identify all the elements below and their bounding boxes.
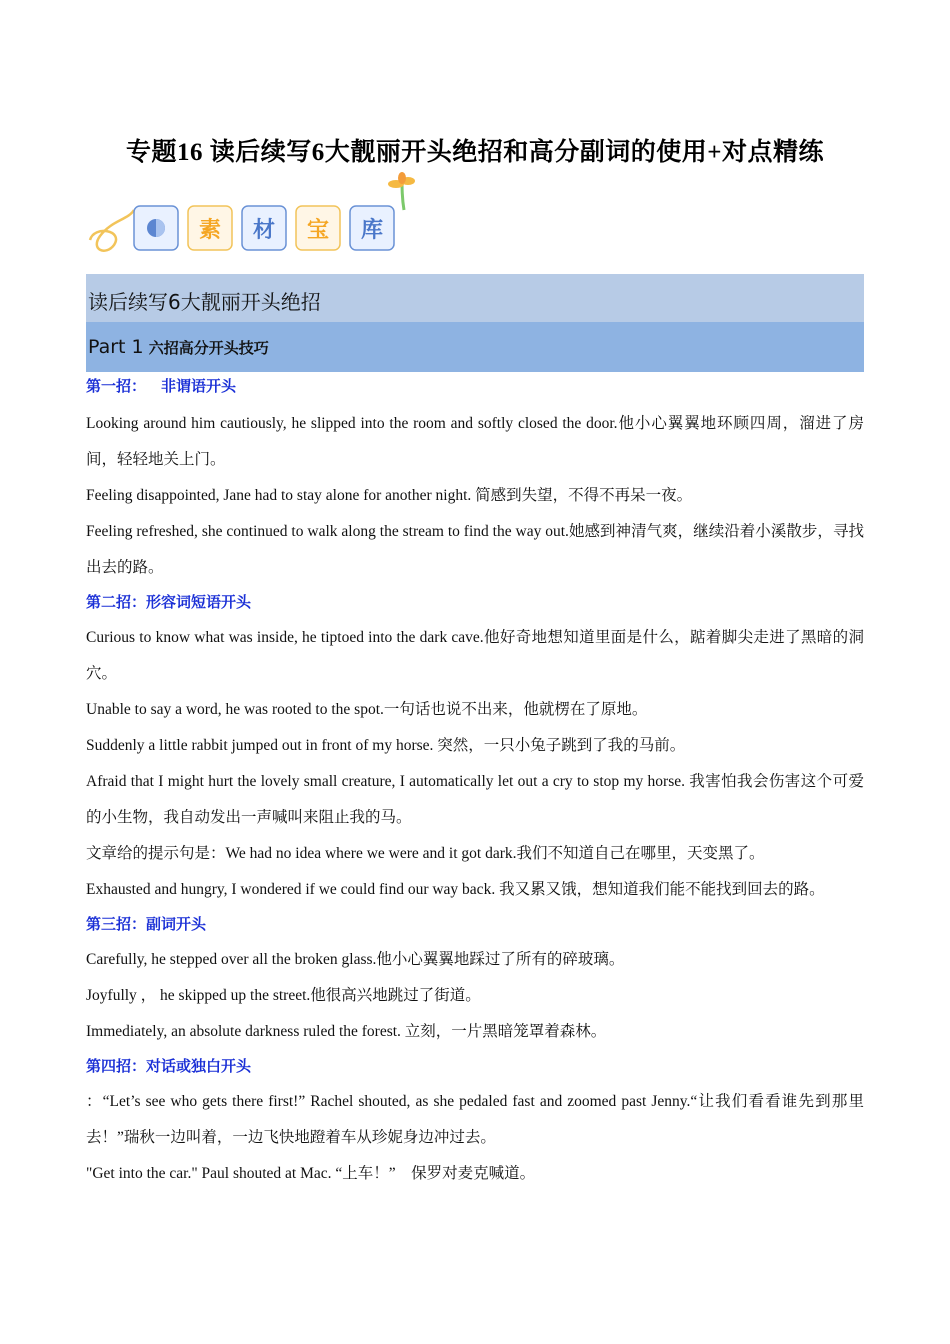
part-subtitle: 六招高分开头技巧 — [148, 339, 269, 357]
document-body — [86, 374, 864, 1192]
part-label: Part 1 — [88, 336, 144, 358]
subheading-2: 第二招：形容词短语开头 — [86, 595, 252, 611]
subheading-4: 第四招：对话或独白开头 — [86, 1059, 252, 1075]
sprout-icon — [388, 172, 415, 210]
material-library-banner — [84, 170, 424, 260]
example-paragraph: Immediately, an absolute darkness ruled the forest. 立刻，一片黑暗笼罩着森林。 — [86, 1023, 607, 1040]
example-paragraph: Joyfully ， he skipped up the street.他很高兴地跳过了街道。 — [86, 987, 481, 1004]
example-paragraph: Suddenly a little rabbit jumped out in front of my horse. 突然，一只小兔子跳到了我的马前。 — [86, 737, 686, 754]
banner-char: 材 — [252, 218, 276, 243]
example-paragraph: Carefully, he stepped over all the broken glass.他小心翼翼地踩过了所有的碎玻璃。 — [86, 951, 625, 968]
example-paragraph: Feeling refreshed, she continued to walk along the stream to find the way out.她感到神清气爽，继续沿着小溪散步，寻找出去的路。 — [86, 523, 864, 576]
example-paragraph: Curious to know what was inside, he tiptoed into the dark cave.他好奇地想知道里面是什么，踮着脚尖走进了黑暗的洞穴。 — [86, 629, 864, 682]
banner-char: 宝 — [306, 218, 330, 243]
part-heading — [86, 322, 864, 372]
example-paragraph: ：“Let’s see who gets there first!” Rachel shouted, as she pedaled fast and zoomed past Jenny.“让我们看看谁先到那里去！”瑞秋一边叫着，一边飞快地蹬着车从珍妮身边冲过去。 — [86, 1093, 864, 1146]
example-paragraph: Afraid that I might hurt the lovely small creature, I automatically let out a cry to stop my horse. 我害怕我会伤害这个可爱的小生物，我自动发出一声喊叫来阻止我的马。 — [86, 773, 864, 826]
example-paragraph: Exhausted and hungry, I wondered if we could find our way back. 我又累又饿，想知道我们能不能找到回去的路。 — [86, 881, 825, 898]
page-title: 专题16 读后续写6大靓丽开头绝招和高分副词的使用+对点精练 — [126, 139, 824, 166]
example-paragraph: Feeling disappointed, Jane had to stay alone for another night. 简感到失望，不得不再呆一夜。 — [86, 487, 693, 504]
subheading-3: 第三招：副词开头 — [86, 917, 207, 933]
example-paragraph: Looking around him cautiously, he slipped into the room and softly closed the door.他小心翼翼地环顾四周，溜进了房间，轻轻地关上门。 — [86, 415, 864, 468]
example-paragraph: 文章给的提示句是：We had no idea where we were and it got dark.我们不知道自己在哪里，天变黑了。 — [86, 845, 765, 862]
example-paragraph: "Get into the car." Paul shouted at Mac. “上车！” 保罗对麦克喊道。 — [86, 1165, 536, 1182]
banner-char: 素 — [198, 218, 222, 243]
subheading-1: 第一招： 非谓语开头 — [86, 379, 237, 395]
section-heading: 读后续写6大靓丽开头绝招 — [86, 274, 864, 322]
example-paragraph: Unable to say a word, he was rooted to the spot.一句话也说不出来，他就楞在了原地。 — [86, 701, 648, 718]
banner-char: 库 — [360, 218, 384, 243]
